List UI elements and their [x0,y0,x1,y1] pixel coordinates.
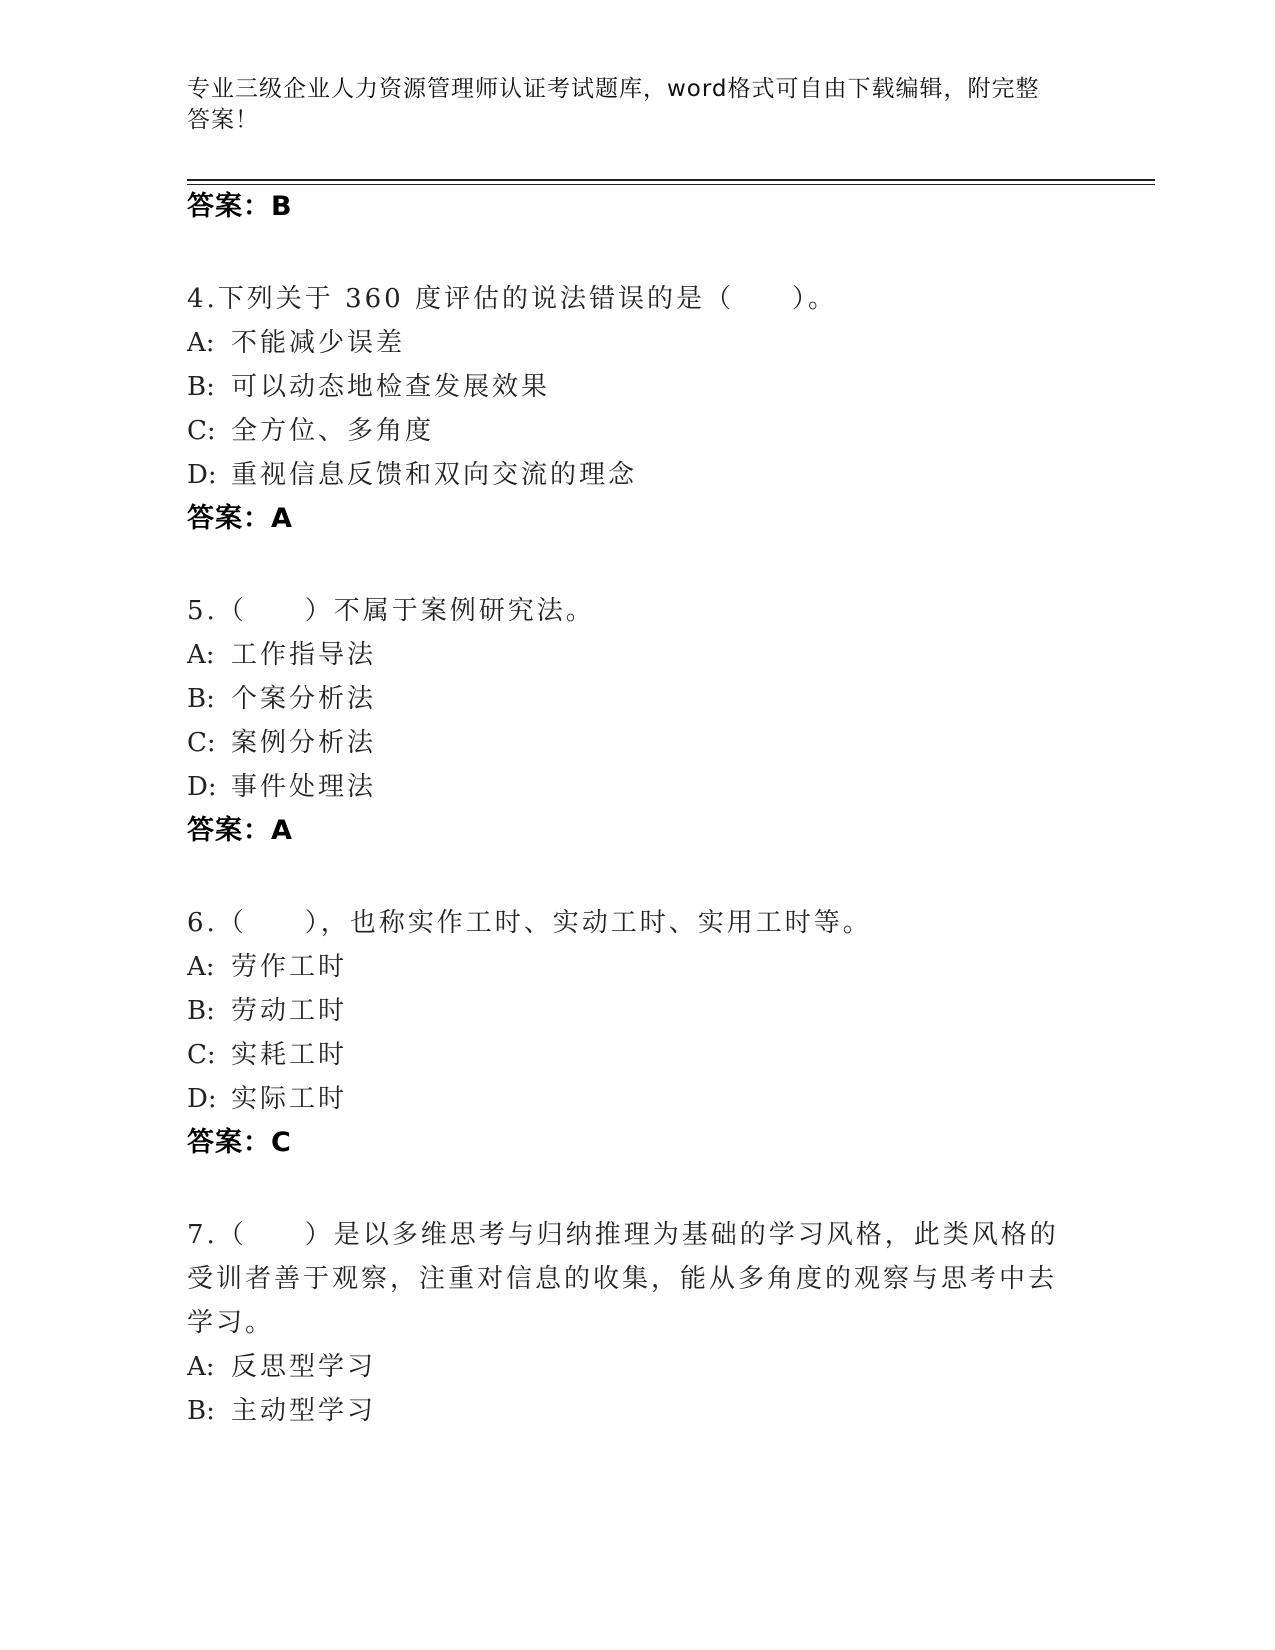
option-text: 主动型学习 [231,1396,377,1426]
option-label: C: [187,416,216,446]
option-label: D: [187,460,217,490]
option-text: 事件处理法 [231,772,377,802]
option-text: 重视信息反馈和双向交流的理念 [231,460,638,490]
question-text: 5.（ ）不属于案例研究法。 [187,596,595,626]
option-text: 实际工时 [231,1084,348,1114]
option-label: B: [187,1396,215,1426]
option-text: 劳作工时 [231,952,348,982]
question-text: 6.（ ），也称实作工时、实动工时、实用工时等。 [187,908,872,938]
option-b [187,682,376,716]
option-text: 案例分析法 [231,728,377,758]
option-a [187,950,347,984]
option-text: 不能减少误差 [231,328,406,358]
option-d [187,458,637,492]
option-b [187,370,550,404]
question-text: 学习。 [187,1308,275,1338]
header-line-2: 答案！ [187,107,259,133]
option-label: B: [187,684,215,714]
option-a [187,638,376,672]
answer-line: 答案：A [187,815,293,846]
question-text: 7.（ ）是以多维思考与归纳推理为基础的学习风格，此类风格的 [187,1220,1059,1250]
option-b [187,1394,376,1428]
option-a [187,326,405,360]
option-label: A: [187,1352,215,1382]
option-label: B: [187,996,215,1026]
option-text: 个案分析法 [231,684,377,714]
option-label: D: [187,772,217,802]
option-label: D: [187,1084,217,1114]
option-c [187,1038,347,1072]
option-text: 反思型学习 [231,1352,377,1382]
header-rule-thin [187,184,1155,185]
option-a [187,1350,376,1384]
option-text: 实耗工时 [231,1040,348,1070]
page-header [187,74,1067,136]
option-label: C: [187,1040,216,1070]
option-text: 可以动态地检查发展效果 [231,372,551,402]
header-rule-thick [187,179,1155,181]
option-label: C: [187,728,216,758]
option-b [187,994,347,1028]
answer-line: 答案：C [187,1127,292,1158]
option-c [187,414,434,448]
option-text: 全方位、多角度 [231,416,435,446]
option-text: 劳动工时 [231,996,348,1026]
option-c [187,726,376,760]
option-text: 工作指导法 [231,640,377,670]
answer-line: 答案：A [187,503,293,534]
option-label: B: [187,372,215,402]
option-label: A: [187,952,215,982]
option-label: A: [187,328,215,358]
header-line-1: 专业三级企业人力资源管理师认证考试题库，word格式可自由下载编辑，附完整 [187,76,1040,102]
option-d [187,770,376,804]
option-d [187,1082,347,1116]
option-label: A: [187,640,215,670]
question-text: 受训者善于观察，注重对信息的收集，能从多角度的观察与思考中去 [187,1264,1058,1294]
question-text: 4.下列关于 360 度评估的说法错误的是（ ）。 [187,284,837,314]
answer-line: 答案：B [187,191,293,222]
